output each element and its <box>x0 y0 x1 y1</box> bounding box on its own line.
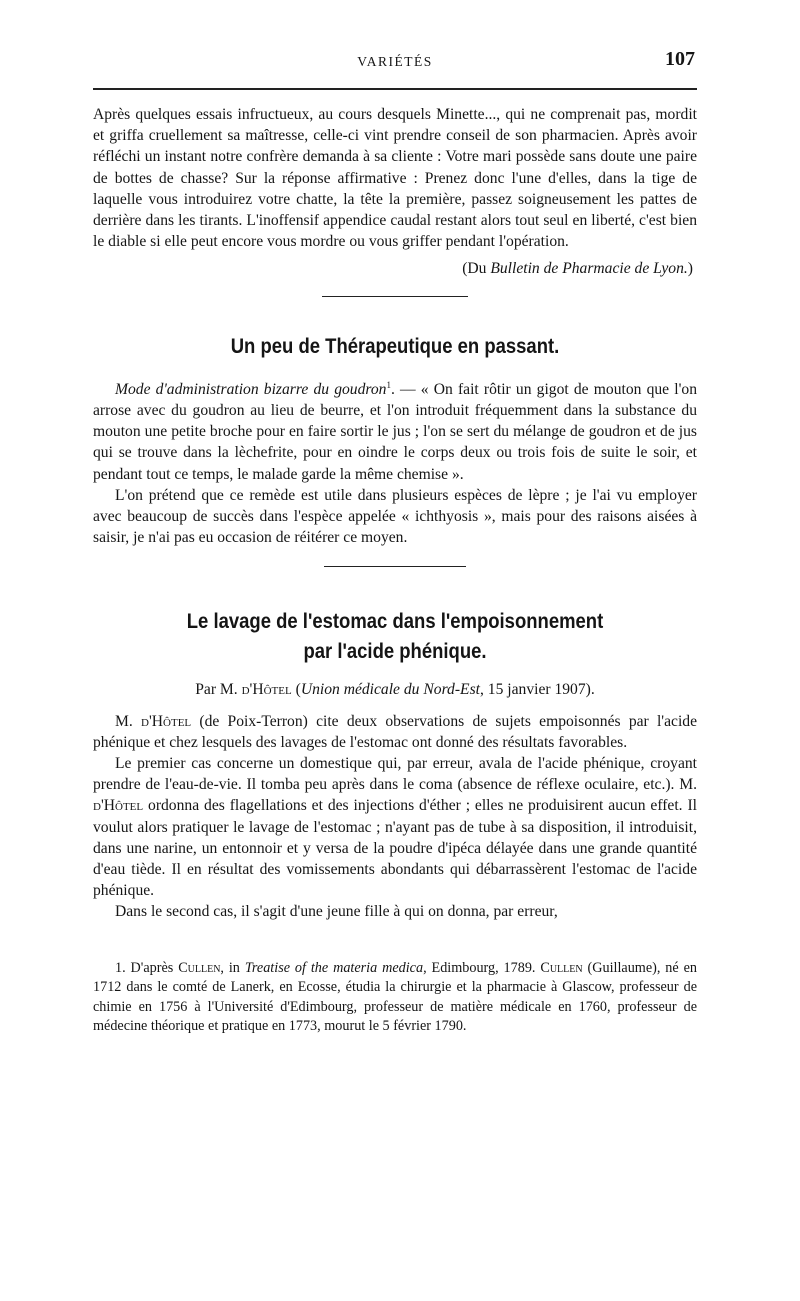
fn-d: (Guillaume), né en 1712 dans le comté de Lanerk, en Ecosse, étudia la chirurgie et la pharmacie à Glascow, professeur de chimie en 1756 à l'Université d'Edimbourg, professeur de matière médicale en 1760, professeur de médecine théorique et pratique en 1773, mourut le 5 février 1790. <box>93 959 697 1035</box>
article2-lead: Mode d'administration bizarre du goudron <box>115 380 387 398</box>
author-name: d'Hôtel <box>141 712 192 730</box>
article2-paragraph-1 <box>93 375 697 485</box>
page <box>93 0 697 1037</box>
author-name: d'Hôtel <box>93 797 144 815</box>
byline-author: d'Hôtel <box>241 681 292 699</box>
article1-source <box>93 258 697 279</box>
article3-byline <box>93 679 697 700</box>
article3-title <box>129 607 661 667</box>
footnotes <box>93 959 697 1037</box>
footnote-number: 1 <box>115 959 123 976</box>
byline-par: Par M. <box>195 681 242 699</box>
section-separator <box>322 296 468 297</box>
running-head <box>93 0 697 90</box>
running-head-title: VARIÉTÉS <box>357 54 433 69</box>
article3-title-line2: par l'acide phénique. <box>303 640 487 664</box>
article3-paragraph-2 <box>93 753 697 901</box>
article2-paragraph-2: L'on prétend que ce remède est utile dans plusieurs espèces de lèpre ; je l'ai vu employer avec beaucoup de succès dans l'espèce appelée « ichthyosis », mais pour des raisons aisées à saisir, je n'ai pas eu occasion de réitérer ce moyen. <box>93 486 697 547</box>
p2-b: ordonna des flagellations et des injections d'éther ; elles ne produisirent aucun effet. Il voulut alors pratiquer le lavage de l'estomac ; n'ayant pas de tube à sa disposition, il introduisit, dans une narine, un entonnoir et y versa de la poudre d'ipéca délayée dans une grande quantité d'eau tiède. Il en résultat des vomissements abondants qui débarrassèrent l'estomac de l'acide phénique. <box>93 797 697 900</box>
fn-c: , Edimbourg, 1789. <box>423 959 541 976</box>
article3-paragraph-1 <box>93 711 697 753</box>
source-title: Bulletin de Pharmacie de Lyon. <box>490 260 688 278</box>
article3-paragraph-3: Dans le second cas, il s'agit d'une jeune fille à qui on donna, par erreur, <box>115 903 558 921</box>
article1-paragraph: Après quelques essais infructueux, au cours desquels Minette..., qui ne comprenait pas, mordit et griffa cruellement sa maîtresse, celle-ci vint prendre conseil de son pharmacien. Après avoir réfléchi un instant notre confrère demanda à sa cliente : Votre mari possède sans doute une paire de bottes de chasse? Sur la réponse affirmative : Prenez donc l'une d'elles, dans la tige de laquelle vous introduirez votre chatte, la tête la première, passez soigneusement les pattes de derrière dans les tirants. L'inoffensif appendice caudal restant alors tout seul en liberté, c'est bien le diable si elle peut encore vous mordre ou vous griffer pendant l'opération. <box>93 106 697 251</box>
byline-date: , 15 janvier 1907). <box>479 681 595 699</box>
footnote-1 <box>93 959 697 1037</box>
article3-paragraph-1-text: (de Poix-Terron) cite deux observations de sujets empoisonnés par l'acide phénique et chez lesquels des lavages de l'estomac ont donné des résultats favorables. <box>93 712 698 751</box>
byline-open: ( <box>291 681 301 699</box>
footnote-cullen: Cullen <box>178 959 221 976</box>
footnote-cullen: Cullen <box>540 959 583 976</box>
fn-b: , in <box>220 959 245 976</box>
source-open: (Du <box>462 260 491 278</box>
p1-m: M. <box>115 712 142 730</box>
header-rule <box>93 88 697 90</box>
section-separator <box>324 566 466 567</box>
source-close: ) <box>687 260 693 278</box>
p2-a: Le premier cas concerne un domestique qui, par erreur, avala de l'acide phénique, croyant prendre de l'eau-de-vie. Il tomba peu après dans le coma (absence de réflexe oculaire, etc.). M. <box>93 755 697 794</box>
article2-paragraph-1-text: . — « On fait rôtir un gigot de mouton que l'on arrose avec du goudron au lieu de beurre, et l'on introduit fréquemment dans la substance du mouton une petite broche pour en faire sortir le jus ; l'on se sert du mélange de goudron et de jus qui se trouve dans la lèchefrite, pour en oindre le corps deux ou trois fois de suite le soir, et pendant tout ce temps, le malade garde la même chemise ». <box>93 380 697 483</box>
byline-journal: Union médicale du Nord-Est <box>300 681 480 699</box>
footnote-work: Treatise of the materia medica <box>244 959 424 976</box>
page-number: 107 <box>665 48 695 70</box>
footnote-reference[interactable]: 1 <box>386 379 391 390</box>
fn-a: . D'après <box>122 959 179 976</box>
article3-title-line1: Le lavage de l'estomac dans l'empoisonnement <box>186 610 604 634</box>
article2-title: Un peu de Thérapeutique en passant. <box>230 334 560 358</box>
